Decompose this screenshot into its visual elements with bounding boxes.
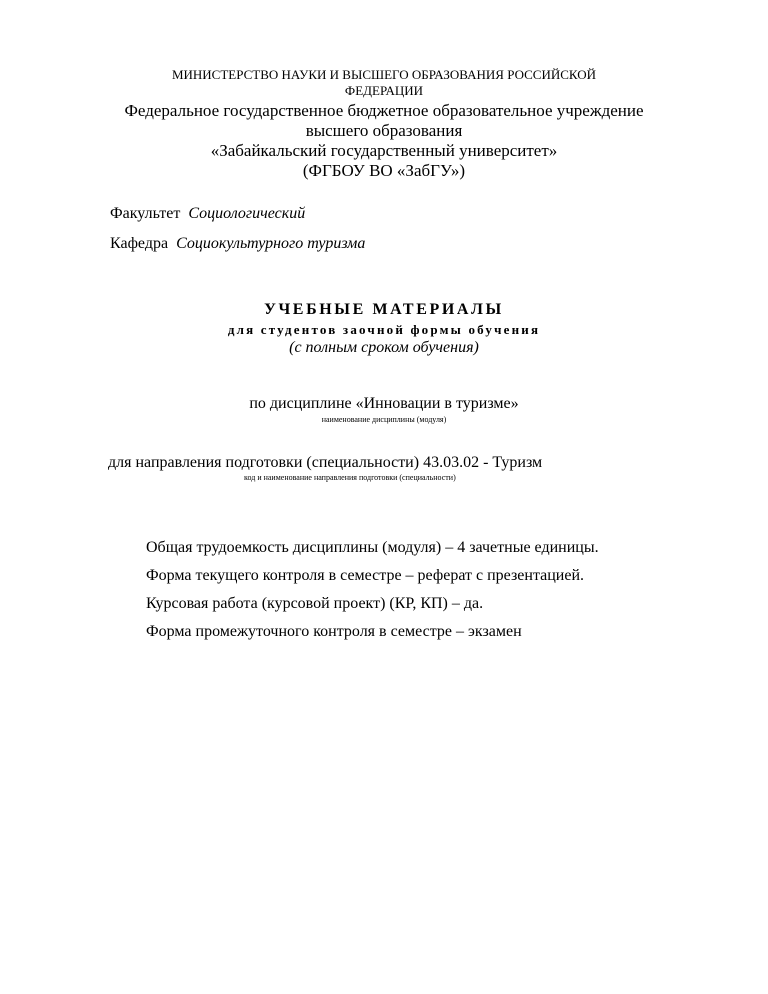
ministry-line-2: ФЕДЕРАЦИИ (344, 83, 424, 98)
institution-abbr: (ФГБОУ ВО «ЗабГУ») (302, 161, 466, 180)
department-row (110, 236, 365, 252)
discipline-text: по дисциплине «Инновации в туризме» (249, 395, 519, 412)
department-label: Кафедра (110, 235, 169, 252)
institution-line-3: «Забайкальский государственный университет» (210, 141, 558, 160)
discipline-caption: наименование дисциплины (модуля) (321, 415, 447, 424)
detail-line: Форма текущего контроля в семестре – реферат с презентацией. (146, 567, 585, 584)
faculty-value: Социологический (188, 205, 306, 222)
department-value: Социокультурного туризма (176, 235, 366, 252)
faculty-row (110, 206, 305, 222)
detail-line: Форма промежуточного контроля в семестре – экзамен (146, 623, 522, 640)
institution-line-2: высшего образования (305, 121, 463, 140)
detail-line: Общая трудоемкость дисциплины (модуля) – 4 зачетные единицы. (146, 539, 599, 556)
ministry-line-1: МИНИСТЕРСТВО НАУКИ И ВЫСШЕГО ОБРАЗОВАНИЯ РОССИЙСКОЙ (171, 67, 597, 82)
document-note: (с полным сроком обучения) (289, 339, 479, 356)
direction-caption: код и наименование направления подготовки (специальности) (244, 473, 456, 482)
document-subtitle: для студентов заочной формы обучения (227, 322, 541, 337)
direction-text: для направления подготовки (специальности) 43.03.02 - Туризм (108, 454, 543, 471)
faculty-label: Факультет (110, 205, 181, 222)
document-title: УЧЕБНЫЕ МАТЕРИАЛЫ (264, 301, 504, 318)
detail-line: Курсовая работа (курсовой проект) (КР, КП) – да. (146, 595, 484, 612)
institution-line-1: Федеральное государственное бюджетное образовательное учреждение (124, 101, 644, 120)
